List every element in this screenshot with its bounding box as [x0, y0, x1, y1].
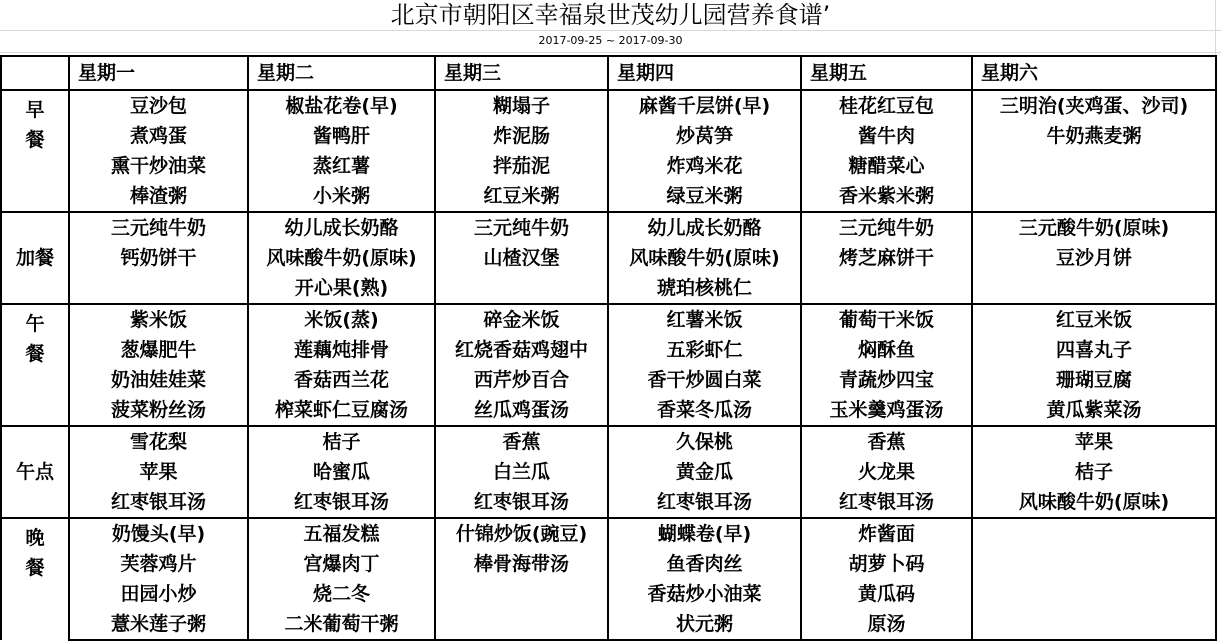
meal-label-line: 餐	[25, 343, 45, 365]
dish-cell: 桔子	[248, 426, 435, 457]
dish-cell: 玉米羹鸡蛋汤	[801, 395, 972, 426]
dish-cell: 西芹炒百合	[435, 365, 608, 395]
dish-cell: 红枣银耳汤	[248, 487, 435, 518]
dish-cell: 哈蜜瓜	[248, 457, 435, 487]
dish-cell: 酱鸭肝	[248, 121, 435, 151]
dish-cell: 奶油娃娃菜	[69, 365, 248, 395]
dish-cell: 三元纯牛奶	[435, 212, 608, 243]
dish-cell: 绿豆米粥	[608, 181, 801, 212]
dish-cell: 三明治(夹鸡蛋、沙司)	[972, 90, 1216, 121]
dish-cell: 香菇西兰花	[248, 365, 435, 395]
day-header: 星期四	[608, 56, 801, 90]
dish-cell: 炸泥肠	[435, 121, 608, 151]
dish-cell: 开心果(熟)	[248, 273, 435, 304]
dish-cell: 小米粥	[248, 181, 435, 212]
dish-cell: 葡萄干米饭	[801, 304, 972, 335]
dish-cell: 蒸红薯	[248, 151, 435, 181]
dish-cell: 火龙果	[801, 457, 972, 487]
dish-cell: 熏干炒油菜	[69, 151, 248, 181]
dish-cell: 三元纯牛奶	[801, 212, 972, 243]
dish-cell: 什锦炒饭(豌豆)	[435, 518, 608, 549]
day-header: 星期三	[435, 56, 608, 90]
dish-cell: 琥珀核桃仁	[608, 273, 801, 304]
dish-cell: 棒骨海带汤	[435, 549, 608, 579]
table-row	[1, 273, 1216, 304]
dish-cell	[435, 579, 608, 609]
date-range: 2017-09-25 ~ 2017-09-30	[538, 34, 683, 47]
dish-cell: 风味酸牛奶(原味)	[972, 487, 1216, 518]
dish-cell: 珊瑚豆腐	[972, 365, 1216, 395]
dish-cell: 胡萝卜码	[801, 549, 972, 579]
page-title: 北京市朝阳区幸福泉世茂幼儿园营养食谱’	[390, 1, 831, 29]
dish-cell: 香蕉	[801, 426, 972, 457]
dish-cell: 黄金瓜	[608, 457, 801, 487]
dish-cell: 红豆米饭	[972, 304, 1216, 335]
dish-cell: 酱牛肉	[801, 121, 972, 151]
table-row	[1, 457, 1216, 487]
dish-cell: 雪花梨	[69, 426, 248, 457]
dish-cell: 榨菜虾仁豆腐汤	[248, 395, 435, 426]
dish-cell: 红豆米粥	[435, 181, 608, 212]
dish-cell: 田园小炒	[69, 579, 248, 609]
table-row	[1, 212, 1216, 243]
dish-cell	[972, 181, 1216, 212]
dish-cell: 丝瓜鸡蛋汤	[435, 395, 608, 426]
dish-cell: 蝴蝶卷(早)	[608, 518, 801, 549]
meal-label-line: 早	[25, 99, 45, 121]
meal-label-line: 晚	[25, 527, 45, 549]
gridline	[0, 52, 1221, 53]
dish-cell: 红枣银耳汤	[801, 487, 972, 518]
meal-label-line: 午点	[15, 461, 54, 483]
table-row	[1, 90, 1216, 121]
dish-cell	[435, 273, 608, 304]
meal-label-line: 餐	[25, 129, 45, 151]
dish-cell: 椒盐花卷(早)	[248, 90, 435, 121]
dish-cell: 五福发糕	[248, 518, 435, 549]
day-header: 星期六	[972, 56, 1216, 90]
dish-cell: 黄瓜紫菜汤	[972, 395, 1216, 426]
meal-label	[1, 518, 69, 640]
dish-cell: 三元纯牛奶	[69, 212, 248, 243]
dish-cell: 红烧香菇鸡翅中	[435, 335, 608, 365]
dish-cell: 菠菜粉丝汤	[69, 395, 248, 426]
dish-cell: 香米紫米粥	[801, 181, 972, 212]
dish-cell	[69, 273, 248, 304]
dish-cell: 苹果	[972, 426, 1216, 457]
dish-cell: 奶馒头(早)	[69, 518, 248, 549]
dish-cell: 钙奶饼干	[69, 243, 248, 273]
dish-cell	[972, 609, 1216, 640]
dish-cell: 四喜丸子	[972, 335, 1216, 365]
dish-cell: 牛奶燕麦粥	[972, 121, 1216, 151]
dish-cell	[972, 518, 1216, 549]
meal-label	[1, 304, 69, 426]
meal-label	[1, 212, 69, 304]
dish-cell: 烤芝麻饼干	[801, 243, 972, 273]
meal-label-line: 午	[25, 313, 45, 335]
table-row	[1, 121, 1216, 151]
dish-cell: 原汤	[801, 609, 972, 640]
dish-cell: 豆沙包	[69, 90, 248, 121]
menu-table	[0, 55, 1217, 641]
dish-cell	[801, 273, 972, 304]
dish-cell: 白兰瓜	[435, 457, 608, 487]
dish-cell: 红枣银耳汤	[435, 487, 608, 518]
dish-cell: 豆沙月饼	[972, 243, 1216, 273]
dish-cell: 煮鸡蛋	[69, 121, 248, 151]
dish-cell: 紫米饭	[69, 304, 248, 335]
table-row	[1, 365, 1216, 395]
dish-cell: 炸鸡米花	[608, 151, 801, 181]
dish-cell: 糊塌子	[435, 90, 608, 121]
dish-cell: 葱爆肥牛	[69, 335, 248, 365]
table-row	[1, 579, 1216, 609]
dish-cell: 香干炒圆白菜	[608, 365, 801, 395]
day-header: 星期二	[248, 56, 435, 90]
dish-cell: 幼儿成长奶酪	[248, 212, 435, 243]
dish-cell	[972, 151, 1216, 181]
header-corner	[1, 56, 69, 90]
table-row	[1, 181, 1216, 212]
table-row	[1, 335, 1216, 365]
meal-label-line: 加餐	[15, 247, 54, 269]
dish-cell: 红枣银耳汤	[608, 487, 801, 518]
table-row	[1, 549, 1216, 579]
dish-cell	[972, 273, 1216, 304]
dish-cell: 红薯米饭	[608, 304, 801, 335]
dish-cell: 宫爆肉丁	[248, 549, 435, 579]
dish-cell: 碎金米饭	[435, 304, 608, 335]
dish-cell: 幼儿成长奶酪	[608, 212, 801, 243]
dish-cell: 久保桃	[608, 426, 801, 457]
dish-cell: 烧二冬	[248, 579, 435, 609]
meal-label	[1, 426, 69, 518]
meal-label	[1, 90, 69, 212]
dish-cell: 焖酥鱼	[801, 335, 972, 365]
header-row	[1, 56, 1216, 90]
dish-cell: 芙蓉鸡片	[69, 549, 248, 579]
table-row	[1, 426, 1216, 457]
dish-cell: 五彩虾仁	[608, 335, 801, 365]
dish-cell: 桔子	[972, 457, 1216, 487]
dish-cell: 麻酱千层饼(早)	[608, 90, 801, 121]
dish-cell: 山楂汉堡	[435, 243, 608, 273]
table-row	[1, 151, 1216, 181]
dish-cell: 炸酱面	[801, 518, 972, 549]
table-row	[1, 518, 1216, 549]
dish-cell: 红枣银耳汤	[69, 487, 248, 518]
dish-cell: 香菜冬瓜汤	[608, 395, 801, 426]
dish-cell: 苹果	[69, 457, 248, 487]
dish-cell: 状元粥	[608, 609, 801, 640]
day-header: 星期一	[69, 56, 248, 90]
dish-cell: 二米葡萄干粥	[248, 609, 435, 640]
dish-cell: 莲藕炖排骨	[248, 335, 435, 365]
meal-label-line: 餐	[25, 557, 45, 579]
dish-cell: 桂花红豆包	[801, 90, 972, 121]
dish-cell	[972, 579, 1216, 609]
day-header: 星期五	[801, 56, 972, 90]
table-row	[1, 487, 1216, 518]
dish-cell	[972, 549, 1216, 579]
table-row	[1, 304, 1216, 335]
dish-cell: 黄瓜码	[801, 579, 972, 609]
dish-cell: 风味酸牛奶(原味)	[608, 243, 801, 273]
dish-cell: 拌茄泥	[435, 151, 608, 181]
dish-cell: 鱼香肉丝	[608, 549, 801, 579]
dish-cell	[435, 609, 608, 640]
dish-cell: 米饭(蒸)	[248, 304, 435, 335]
dish-cell: 炒莴笋	[608, 121, 801, 151]
dish-cell: 青蔬炒四宝	[801, 365, 972, 395]
gridline	[0, 30, 1221, 31]
dish-cell: 棒渣粥	[69, 181, 248, 212]
dish-cell: 薏米莲子粥	[69, 609, 248, 640]
dish-cell: 三元酸牛奶(原味)	[972, 212, 1216, 243]
dish-cell: 香蕉	[435, 426, 608, 457]
dish-cell: 糖醋菜心	[801, 151, 972, 181]
table-row	[1, 395, 1216, 426]
table-row	[1, 243, 1216, 273]
dish-cell: 香菇炒小油菜	[608, 579, 801, 609]
dish-cell: 风味酸牛奶(原味)	[248, 243, 435, 273]
table-row	[1, 609, 1216, 640]
